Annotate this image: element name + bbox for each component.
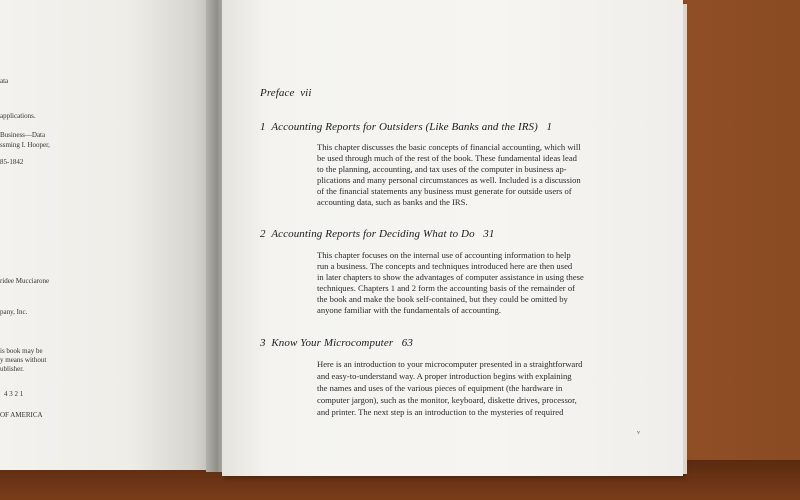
chapter-summary-line: computer jargon), such as the monitor, keyboard, diskette drives, processor, [317, 395, 577, 405]
chapter-page: 63 [401, 337, 413, 349]
chapter-summary-line: This chapter focuses on the internal use of accounting information to help [317, 250, 571, 260]
chapter-heading [260, 338, 413, 349]
left-page-text: ata [0, 77, 9, 85]
chapter-summary-line: anyone familiar with the fundamentals of accounting. [317, 305, 501, 315]
left-page-text: 4 3 2 1 [4, 390, 24, 398]
left-page [0, 0, 218, 470]
left-page-text: OF AMERICA [0, 411, 43, 419]
chapter-summary-line: be used through much of the rest of the book. These fundamental ideas lead [317, 153, 577, 163]
chapter-summary-line: plications and many personal circumstances as well. Included is a discussion [317, 175, 581, 185]
chapter-title: Accounting Reports for Outsiders (Like Banks and the IRS) [271, 121, 538, 133]
chapter-page: 1 [546, 121, 553, 133]
chapter-heading [260, 122, 552, 133]
page-folio: v [637, 430, 640, 436]
chapter-summary-line: in later chapters to show the advantages of computer assistance in using these [317, 272, 584, 282]
chapter-title: Accounting Reports for Deciding What to Do [271, 228, 475, 240]
chapter-summary-line: the book and make the book self-contained, but they could be omitted by [317, 294, 568, 304]
chapter-number: 2 [260, 228, 266, 240]
chapter-summary-line: This chapter discusses the basic concepts of financial accounting, which will [317, 142, 581, 152]
preface-label: Preface [260, 87, 295, 99]
preface-heading [260, 88, 312, 99]
chapter-summary-line: techniques. Chapters 1 and 2 form the accounting basis of the remainder of [317, 283, 575, 293]
left-page-text: applications. [0, 112, 36, 120]
right-page [222, 0, 683, 476]
chapter-page: 31 [483, 228, 495, 240]
chapter-summary-line: and printer. The next step is an introduction to the mysteries of required [317, 407, 564, 417]
left-page-text: ssming I. Hooper, [0, 141, 50, 149]
chapter-number: 1 [260, 121, 266, 133]
chapter-number: 3 [260, 337, 266, 349]
chapter-heading [260, 229, 494, 240]
left-page-text: ridee Mucciarone [0, 277, 50, 285]
left-page-text: 85-1842 [0, 158, 24, 166]
chapter-summary-line: accounting data, such as banks and the IRS. [317, 197, 468, 207]
chapter-summary-line: to the planning, accounting, and tax uses of the computer in business ap- [317, 164, 567, 174]
left-page-text: y means without [0, 356, 47, 364]
left-page-text: is book may be [0, 347, 43, 355]
chapter-summary-line: of the financial statements any business must generate for outside users of [317, 186, 572, 196]
chapter-title: Know Your Microcomputer [271, 337, 394, 349]
left-page-text: Business—Data [0, 131, 46, 139]
page-edge [683, 4, 687, 474]
chapter-summary-line: the names and uses of the various pieces of equipment (the hardware in [317, 383, 563, 393]
chapter-summary-line: Here is an introduction to your microcomputer presented in a straightforward [317, 359, 583, 369]
chapter-summary-line: run a business. The concepts and techniques introduced here are then used [317, 261, 573, 271]
left-page-text: pany, Inc. [0, 308, 28, 316]
chapter-summary-line: and easy-to-understand way. A proper introduction begins with explaining [317, 371, 572, 381]
left-page-text: ublisher. [0, 365, 24, 373]
preface-page: vii [300, 87, 312, 99]
